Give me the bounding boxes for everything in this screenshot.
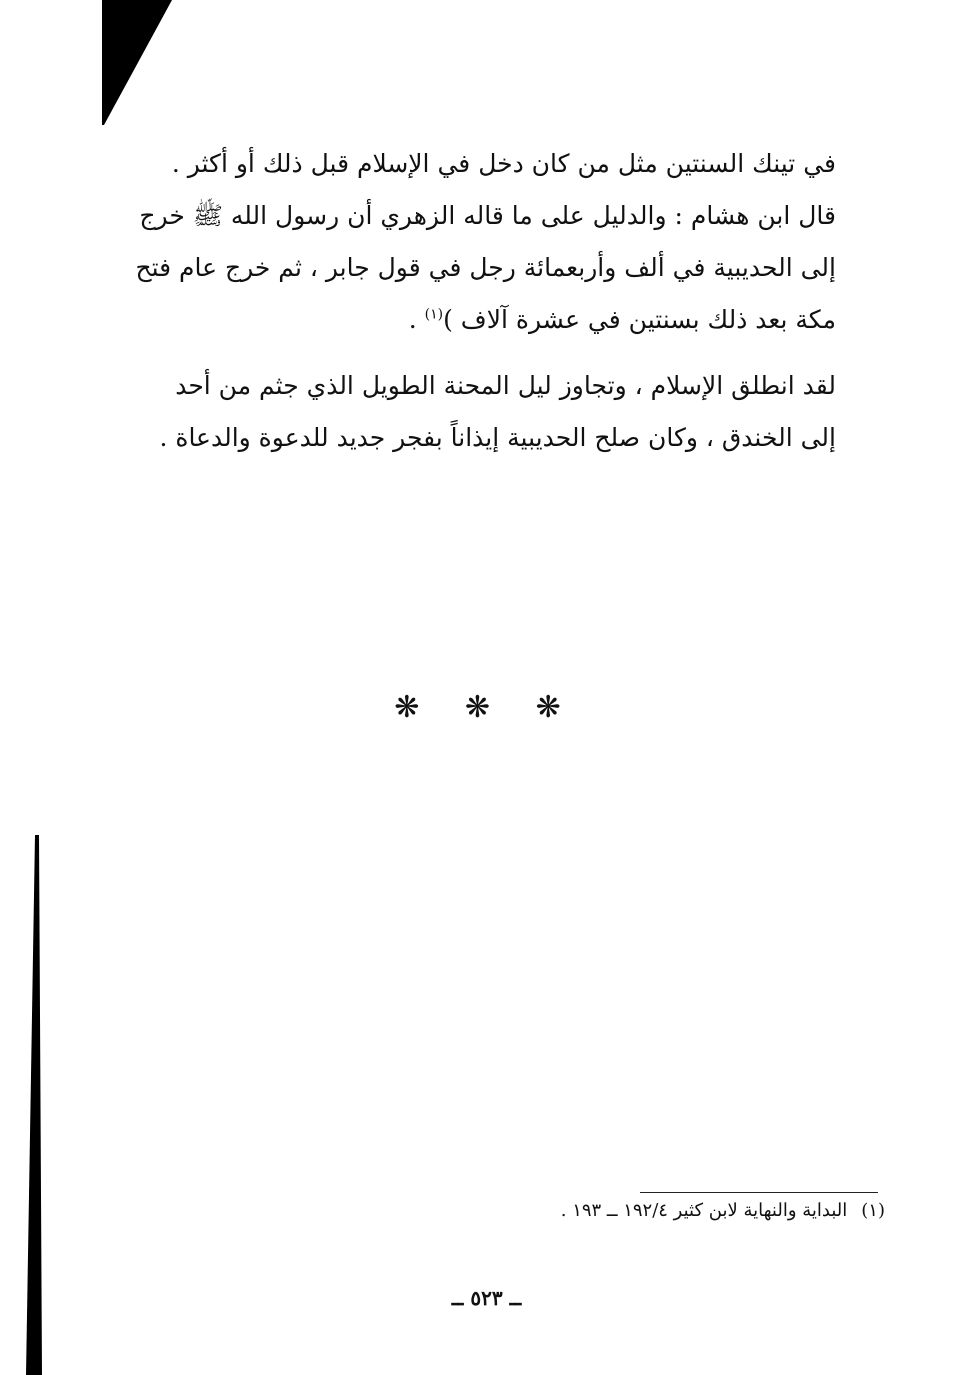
section-separator-asterisks: ❋ ❋ ❋ bbox=[394, 690, 579, 725]
page-number: ــ ٥٢٣ ــ bbox=[451, 1286, 522, 1310]
paragraph-1 bbox=[135, 138, 836, 346]
paragraph-1-line-4 bbox=[148, 294, 836, 346]
paragraph-2-line-2: إلى الخندق ، وكان صلح الحديبية إيذاناً بفجر جديد للدعوة والدعاة . bbox=[159, 423, 836, 452]
paragraph-1-end-mark: . bbox=[408, 305, 425, 334]
paragraph-1-line-2: قال ابن هشام : والدليل على ما قاله الزهري أن رسول الله ﷺ خرج bbox=[139, 201, 836, 230]
paragraph-2 bbox=[148, 360, 836, 464]
paragraph-1-line-3: إلى الحديبية في ألف وأربعمائة رجل في قول جابر ، ثم خرج عام فتح bbox=[135, 253, 836, 282]
footnote-text: البداية والنهاية لابن كثير ١٩٢/٤ ــ ١٩٣ . bbox=[560, 1200, 848, 1221]
scan-shadow-wedge bbox=[102, 0, 172, 125]
paragraph-1-line-4-text: مكة بعد ذلك بسنتين في عشرة آلاف ) bbox=[443, 305, 836, 334]
paragraph-2-line-1: لقد انطلق الإسلام ، وتجاوز ليل المحنة الطويل الذي جثم من أحد bbox=[175, 371, 836, 400]
paragraph-1-line-1: في تينك السنتين مثل من كان دخل في الإسلام قبل ذلك أو أكثر . bbox=[171, 149, 836, 178]
footnote bbox=[485, 1200, 885, 1221]
footnote-divider bbox=[640, 1192, 878, 1193]
footnote-number: (١) bbox=[861, 1200, 885, 1221]
footnote-reference: (١) bbox=[424, 306, 444, 323]
